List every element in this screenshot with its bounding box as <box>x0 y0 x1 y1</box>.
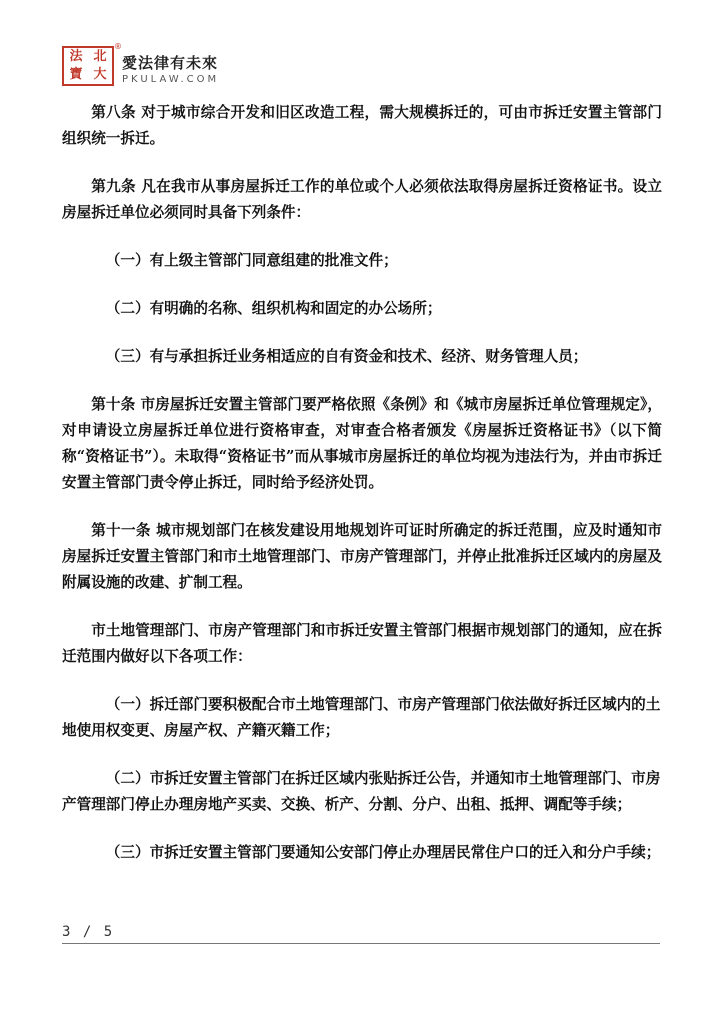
footer-divider <box>62 943 660 944</box>
article-8: 第八条 对于城市综合开发和旧区改造工程，需大规模拆迁的，可由市拆迁安置主管部门组织统一拆迁。 <box>62 104 662 147</box>
seal-char: 大 <box>93 67 107 82</box>
brand-slogan: 愛法律有未來 <box>122 54 219 72</box>
article-11-para-2: 市土地管理部门、市房产管理部门和市拆迁安置主管部门根据市规划部门的通知，应在拆迁范围内做好以下各项工作： <box>62 622 662 665</box>
seal-char: 北 <box>93 49 107 64</box>
document-body <box>62 100 662 888</box>
article-11-item-2: （二）市拆迁安置主管部门在拆迁区域内张贴拆迁公告，并通知市土地管理部门、市房产管理部门停止办理房地产买卖、交换、析产、分割、分户、出租、抵押、调配等手续； <box>62 770 661 813</box>
registered-mark: ® <box>114 42 122 51</box>
article-10: 第十条 市房屋拆迁安置主管部门要严格依照《条例》和《城市房屋拆迁单位管理规定》，对申请设立房屋拆迁单位进行资格审查，对审查合格者颁发《房屋拆迁资格证书》（以下简称“资格证书”）。未取得“资格证书”而从事城市房屋拆迁的单位均视为违法行为，并由市拆迁安置主管部门责令停止拆迁，同时给予经济处罚。 <box>62 396 662 491</box>
brand-text <box>122 52 219 85</box>
pkulaw-seal-logo <box>62 46 114 86</box>
header-logo <box>62 42 662 86</box>
article-9-item-2: （二）有明确的名称、组织机构和固定的办公场所； <box>105 300 442 317</box>
article-9-item-1: （一）有上级主管部门同意组建的批准文件； <box>105 252 398 269</box>
article-9-item-3: （三）有与承担拆迁业务相适应的自有资金和技术、经济、财务管理人员； <box>105 348 588 365</box>
article-11: 第十一条 城市规划部门在核发建设用地规划许可证时所确定的拆迁范围，应及时通知市房屋拆迁安置主管部门和市土地管理部门、市房产管理部门，并停止批准拆迁区域内的房屋及附属设施的改建、扩制工程。 <box>62 522 662 591</box>
page-indicator: 3 / 5 <box>62 924 115 940</box>
article-9: 第九条 凡在我市从事房屋拆迁工作的单位或个人必须依法取得房屋拆迁资格证书。设立房屋拆迁单位必须同时具备下列条件： <box>62 178 662 221</box>
article-11-item-3: （三）市拆迁安置主管部门要通知公安部门停止办理居民常住户口的迁入和分户手续； <box>105 844 661 861</box>
article-11-item-1: （一）拆迁部门要积极配合市土地管理部门、市房产管理部门依法做好拆迁区域内的土地使用权变更、房屋产权、产籍灭籍工作； <box>62 696 661 739</box>
brand-domain: PKULAW.COM <box>122 74 220 85</box>
seal-char: 寶 <box>69 67 83 82</box>
seal-char: 法 <box>69 49 83 64</box>
